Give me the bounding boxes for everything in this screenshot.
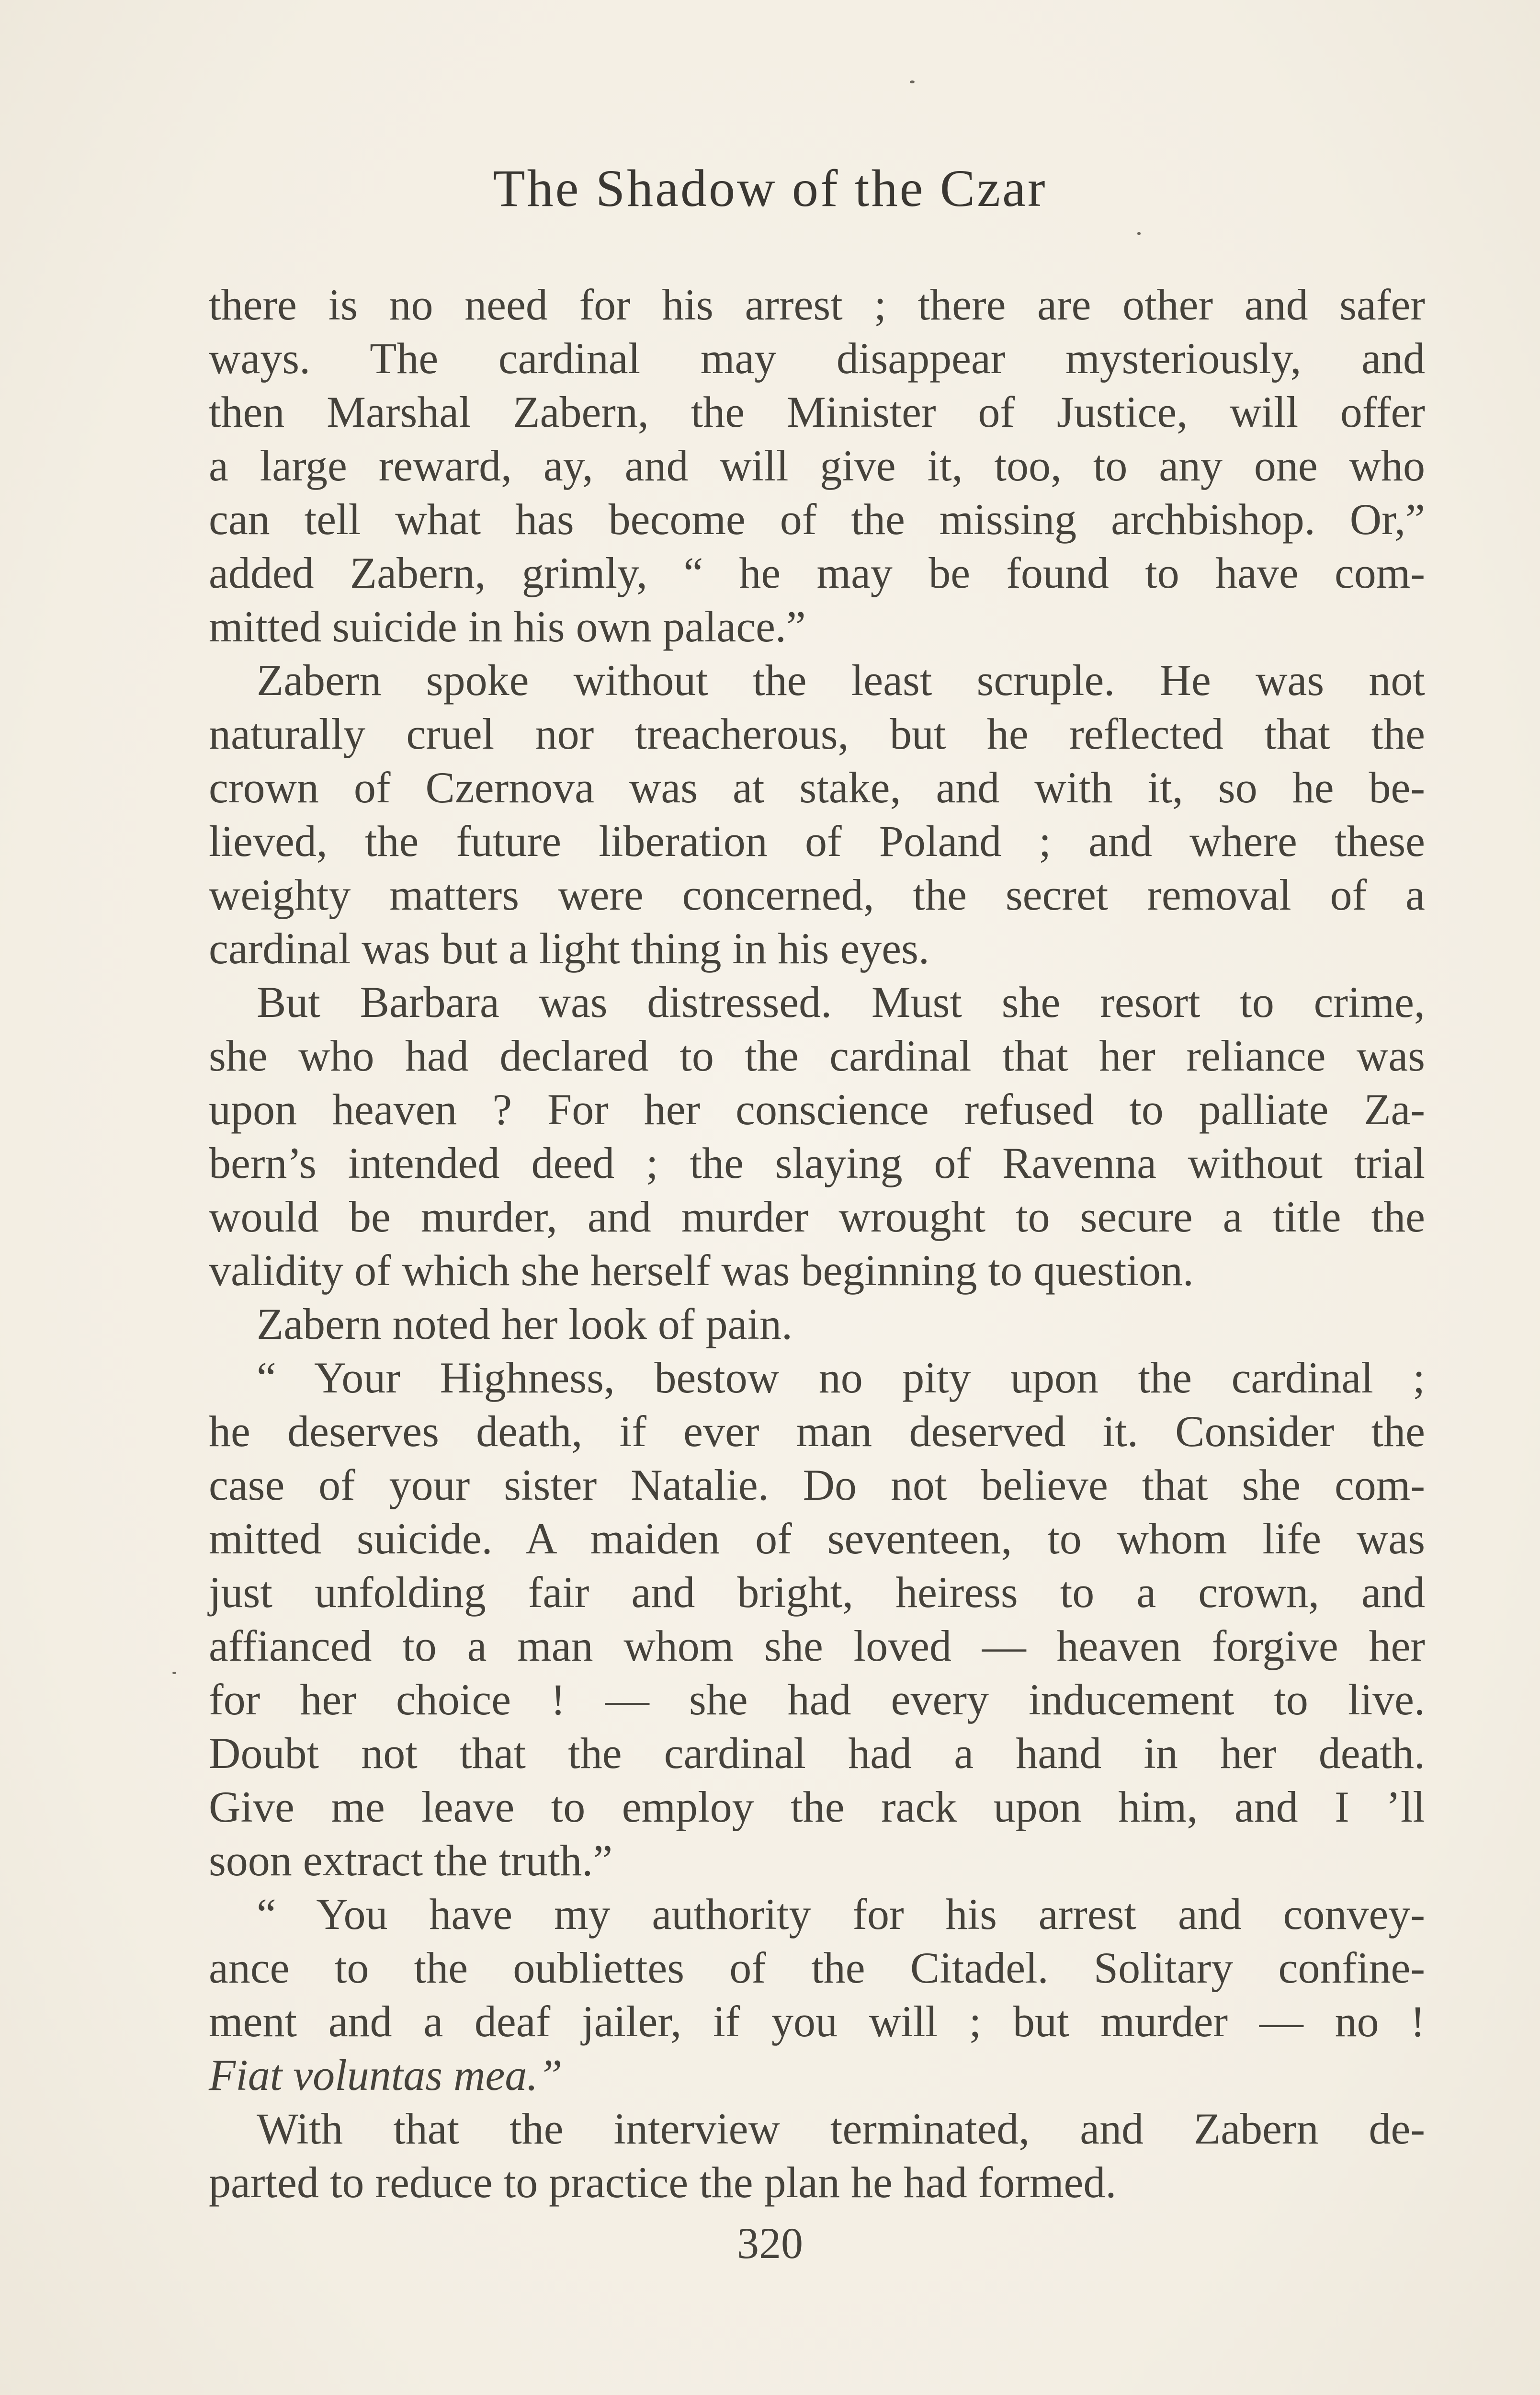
body-text [209, 278, 1425, 2209]
text-line: But Barbara was distressed. Must she resort to crime, [257, 978, 1425, 1026]
text-line: cardinal was but a light thing in his eyes. [209, 924, 929, 973]
text-line: a large reward, ay, and will give it, too, to any one who [209, 441, 1425, 490]
text-line: case of your sister Natalie. Do not believe that she com- [209, 1460, 1425, 1509]
text-line: Doubt not that the cardinal had a hand in her death. [209, 1729, 1425, 1778]
text-line: ance to the oubliettes of the Citadel. Solitary confine- [209, 1943, 1425, 1992]
text-line: she who had declared to the cardinal that her reliance was [209, 1031, 1425, 1080]
text-line: there is no need for his arrest ; there are other and safer [209, 280, 1425, 329]
paragraph [209, 975, 1425, 1297]
text-line: he deserves death, if ever man deserved it. Consider the [209, 1407, 1425, 1456]
paragraph [209, 653, 1425, 975]
text-line: parted to reduce to practice the plan he had formed. [209, 2158, 1117, 2207]
text-line: weighty matters were concerned, the secret removal of a [209, 870, 1425, 919]
text-line: soon extract the truth.” [209, 1836, 613, 1885]
text-line: mitted suicide. A maiden of seventeen, to whom life was [209, 1514, 1425, 1563]
paragraph [209, 2102, 1425, 2209]
text-line: for her choice ! — she had every inducement to live. [209, 1675, 1425, 1724]
text-line: With that the interview terminated, and Zabern de- [257, 2104, 1425, 2153]
text-line: added Zabern, grimly, “ he may be found to have com- [209, 548, 1425, 597]
text-line: “ You have my authority for his arrest and convey- [257, 1890, 1425, 1939]
text-line: mitted suicide in his own palace.” [209, 602, 806, 651]
text-line: lieved, the future liberation of Poland ; and where these [209, 817, 1425, 866]
paragraph [209, 1297, 1425, 1351]
paragraph [209, 278, 1425, 653]
text-line: upon heaven ? For her conscience refused to palliate Za- [209, 1085, 1425, 1134]
ink-speck [1137, 232, 1141, 235]
text-line: can tell what has become of the missing archbishop. Or,” [209, 495, 1425, 544]
page-number: 320 [737, 2219, 803, 2268]
text-line: Give me leave to employ the rack upon him, and I ’ll [209, 1782, 1425, 1831]
ink-speck [910, 80, 915, 83]
ink-speck [172, 1672, 176, 1674]
text-line: “ Your Highness, bestow no pity upon the cardinal ; [257, 1353, 1425, 1402]
text-line: just unfolding fair and bright, heiress to a crown, and [209, 1568, 1425, 1617]
paragraph [209, 1351, 1425, 1887]
text-line: Zabern noted her look of pain. [257, 1300, 793, 1348]
latin-phrase: Fiat voluntas mea.” [209, 2051, 563, 2099]
running-title: The Shadow of the Czar [493, 159, 1047, 217]
text-line: ment and a deaf jailer, if you will ; but murder — no ! [209, 1997, 1425, 2046]
text-line: affianced to a man whom she loved — heaven forgive her [209, 1621, 1425, 1670]
text-line: naturally cruel nor treacherous, but he reflected that the [209, 709, 1425, 758]
text-line: then Marshal Zabern, the Minister of Justice, will offer [209, 388, 1425, 436]
text-line: bern’s intended deed ; the slaying of Ravenna without trial [209, 1139, 1425, 1187]
text-line: ways. The cardinal may disappear mysteriously, and [209, 334, 1425, 383]
text-line: crown of Czernova was at stake, and with it, so he be- [209, 763, 1425, 812]
text-line: would be murder, and murder wrought to secure a title the [209, 1192, 1425, 1241]
paragraph [209, 1887, 1425, 2102]
text-line: validity of which she herself was beginning to question. [209, 1246, 1194, 1295]
text-line: Zabern spoke without the least scruple. He was not [257, 656, 1425, 705]
